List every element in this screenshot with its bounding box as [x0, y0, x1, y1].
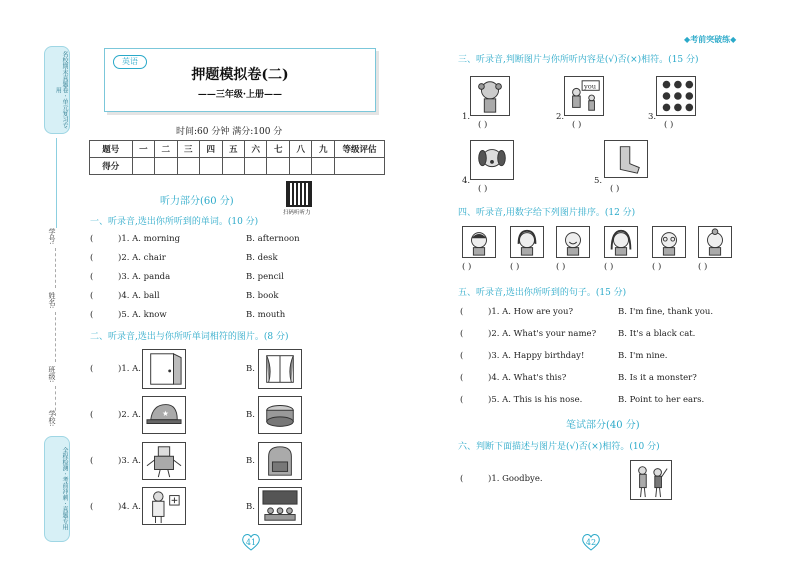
option-b-label: B. [246, 456, 255, 466]
table-cell: 得分 [90, 158, 133, 175]
table-cell: 三 [177, 141, 199, 158]
list-item: ( )1. A. morning [90, 234, 181, 244]
score-cell[interactable] [155, 158, 177, 175]
list-item: ( )5. A. know [90, 310, 167, 320]
option-b: B. Point to her ears. [618, 395, 705, 405]
list-item: ( )4. A. ball [90, 291, 160, 301]
item-number: 1. [462, 112, 471, 122]
item-number: 4. [462, 176, 471, 186]
list-item: ( )1. Goodbye. [460, 474, 543, 484]
grade-subtitle: ——三年级·上册—— [197, 90, 283, 100]
grandma-face-picture[interactable] [698, 226, 732, 258]
table-cell: 五 [222, 141, 244, 158]
school-label: 学校: [48, 410, 56, 427]
monkey-picture[interactable] [470, 76, 510, 116]
list-item: ( )2. A. What's your name? [460, 329, 597, 339]
score-cell[interactable] [312, 158, 335, 175]
goodbye-picture[interactable] [630, 460, 672, 500]
list-item: ( )4. A. What's this? [460, 373, 567, 383]
option-b: B. Is it a monster? [618, 373, 697, 383]
answer-paren[interactable]: ( ) [698, 262, 708, 272]
list-item: ( )3. A. Happy birthday! [460, 351, 585, 361]
table-cell: 七 [267, 141, 289, 158]
option-b: B. pencil [246, 272, 284, 282]
answer-paren[interactable]: ( ) [610, 184, 620, 194]
option-b: B. I'm fine, thank you. [618, 307, 714, 317]
table-cell: 二 [155, 141, 177, 158]
option-b: B. afternoon [246, 234, 300, 244]
score-cell[interactable] [335, 158, 385, 175]
cap-picture[interactable] [142, 396, 186, 434]
score-table [89, 140, 385, 175]
answer-paren[interactable]: ( ) [478, 184, 488, 194]
sock-picture[interactable] [604, 140, 648, 178]
qr-code-icon[interactable] [286, 181, 312, 207]
answer-paren[interactable]: ( ) [510, 262, 520, 272]
binding-strip [44, 46, 70, 546]
listening-title: 听力部分(60 分) [160, 196, 234, 207]
page-number: 42 [585, 538, 597, 547]
girl-face-picture[interactable] [510, 226, 544, 258]
item-number: 2. [556, 112, 565, 122]
table-row [90, 158, 385, 175]
section-one-head: 一、听录音,选出你所听到的单词。(10 分) [90, 217, 259, 227]
score-cell[interactable] [245, 158, 267, 175]
section-three-head: 三、听录音,判断图片与你所听内容是(√)否(×)相符。(15 分) [458, 55, 699, 65]
classroom-picture[interactable] [258, 487, 302, 525]
strip-bottom-tag: 全程检测 · 考前冲刺 · 真题专用 [44, 436, 70, 542]
exam-title: 押题模拟卷(二) [191, 67, 289, 83]
list-item: ( )1. A. [90, 364, 141, 374]
list-item: ( )3. A. panda [90, 272, 171, 282]
subject-badge: 英语 [113, 55, 147, 69]
option-b: B. It's a black cat. [618, 329, 696, 339]
list-item: ( )2. A. [90, 410, 141, 420]
list-item: ( )3. A. [90, 456, 141, 466]
table-cell: 四 [200, 141, 222, 158]
section-four-head: 四、听录音,用数字给下列图片排序。(12 分) [458, 208, 636, 218]
section-five-head: 五、听录音,选出你所听到的句子。(15 分) [458, 288, 627, 298]
name-label: 姓名: [48, 292, 56, 309]
woman-face-picture[interactable] [604, 226, 638, 258]
list-item: ( )1. A. How are you? [460, 307, 574, 317]
option-b: B. I'm nine. [618, 351, 668, 361]
score-cell[interactable] [200, 158, 222, 175]
answer-paren[interactable]: ( ) [652, 262, 662, 272]
corner-tag: ◆考前突破练◆ [684, 34, 737, 44]
score-cell[interactable] [222, 158, 244, 175]
score-cell[interactable] [132, 158, 154, 175]
table-cell: 一 [132, 141, 154, 158]
table-cell: 题号 [90, 141, 133, 158]
window-picture[interactable] [258, 349, 302, 389]
answer-paren[interactable]: ( ) [478, 120, 488, 130]
score-cell[interactable] [267, 158, 289, 175]
option-b-label: B. [246, 502, 255, 512]
greeting-picture[interactable] [564, 76, 604, 116]
svg-text:★: ★ [162, 408, 169, 418]
item-number: 5. [594, 176, 603, 186]
option-b: B. mouth [246, 310, 286, 320]
score-cell[interactable] [289, 158, 311, 175]
table-cell: 九 [312, 141, 335, 158]
answer-paren[interactable]: ( ) [664, 120, 674, 130]
name-blank[interactable] [55, 312, 56, 362]
table-cell: 八 [289, 141, 311, 158]
robot-picture[interactable] [142, 442, 186, 480]
pandas-picture[interactable] [656, 76, 696, 116]
door-picture[interactable] [142, 349, 186, 389]
list-item: ( )2. A. chair [90, 253, 166, 263]
speech-text: you [584, 82, 597, 91]
doctor-picture[interactable] [142, 487, 186, 525]
section-two-head: 二、听录音,选出与你所听单词相符的图片。(8 分) [90, 332, 289, 342]
list-item: ( )5. A. This is his nose. [460, 395, 583, 405]
table-row [90, 141, 385, 158]
option-b-label: B. [246, 410, 255, 420]
answer-paren[interactable]: ( ) [604, 262, 614, 272]
score-cell[interactable] [177, 158, 199, 175]
grandpa-face-picture[interactable] [652, 226, 686, 258]
dog-picture[interactable] [470, 140, 514, 180]
answer-paren[interactable]: ( ) [556, 262, 566, 272]
answer-paren[interactable]: ( ) [572, 120, 582, 130]
writing-title: 笔试部分(40 分) [566, 420, 640, 431]
boy-smile-picture[interactable] [556, 226, 590, 258]
option-b-label: B. [246, 364, 255, 374]
section-six-head: 六、判断下面描述与图片是(√)否(×)相符。(10 分) [458, 442, 660, 452]
strip-line [56, 138, 57, 228]
student-id-label: 学号: [48, 228, 56, 245]
item-number: 3. [648, 112, 657, 122]
cake-picture[interactable] [258, 396, 302, 434]
boy-face-picture[interactable] [462, 226, 496, 258]
backpack-picture[interactable] [258, 442, 302, 480]
option-b: B. desk [246, 253, 278, 263]
option-b: B. book [246, 291, 279, 301]
header-card [104, 48, 376, 112]
time-score-line: 时间:60 分钟 满分:100 分 [176, 127, 283, 137]
class-label: 班级: [48, 366, 56, 383]
table-cell: 六 [245, 141, 267, 158]
student-id-blank[interactable] [55, 248, 56, 288]
strip-top-tag: 名校期末真题卷 · 单元复习专用 [44, 46, 70, 134]
qr-label: 扫码听听力 [283, 210, 311, 216]
answer-paren[interactable]: ( ) [462, 262, 472, 272]
list-item: ( )4. A. [90, 502, 141, 512]
table-cell: 等级评估 [335, 141, 385, 158]
page-number: 41 [245, 538, 257, 547]
